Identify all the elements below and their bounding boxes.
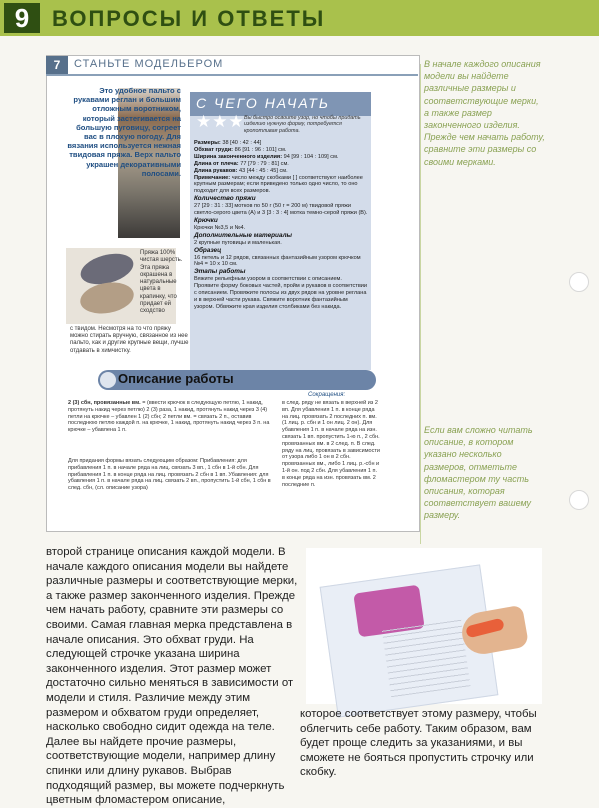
difficulty-stars-icon: ★★★ xyxy=(196,112,245,131)
description-bullet-icon xyxy=(100,372,116,388)
body-text-right: которое соответствует этому размеру, чтобы облегчить себе работу. Таким образом, вам будет проще следить за указаниями, и вы сможете не бояться пропустить строчку или скобку. xyxy=(300,708,537,779)
note-value: число между скобками [ ] соответствуют наиболее крупным размерам; если приведено только одно число, то оно подходит для всех размеров. xyxy=(194,174,363,195)
length-value: 77 [79 : 79 : 81] см. xyxy=(240,160,289,167)
section-title: СТАНЬТЕ МОДЕЛЬЕРОМ xyxy=(74,58,224,70)
bust-label: Обхват груди: xyxy=(194,146,234,153)
note-label: Примечание: xyxy=(194,174,231,181)
hooks-heading: Крючки xyxy=(194,216,218,224)
sidebar-note-sizes: В начале каждого описания модели вы найдете различные размеры и соответствующие мерки, а также размер законченного изделия. Прежде чем начать работу, сравните эти размеры со своими мерками. xyxy=(424,59,545,167)
sidebar-note-marker: Если вам сложно читать описание, в котором указано несколько размеров, отметьте фломастером ту часть описания, которая соответствует вашему размеру. xyxy=(424,425,533,521)
sizes-value: 38 [40 : 42 : 44] xyxy=(222,140,262,146)
width-label: Ширина законченного изделия: xyxy=(194,153,283,160)
binder-hole-icon xyxy=(569,490,589,510)
abbreviations-lead: 2 (3) сбн, провязанные вм. xyxy=(68,400,141,406)
length-label: Длина от плеча: xyxy=(194,160,239,167)
yarn-caption: Пряжа 100% чистая шерсть. Эта пряжа окрашена в натуральные цвета в крапинку, что придает ей сходство xyxy=(140,250,183,315)
page-title: ВОПРОСЫ И ОТВЕТЫ xyxy=(52,6,326,31)
gauge-heading: Образец xyxy=(194,246,222,254)
page-number: 9 xyxy=(4,3,40,33)
binder-hole-icon xyxy=(569,272,589,292)
steps: Вяжите рельефным узором в соответствии с описанием. Проявите форму боковых частей, пройм и рукавов в соответствии с описанием. Провяжите полосы из двух рядов на уровне реглана и в верхней части рукава. Свяжите воротник фантазийным узором. Обвяжите края изделия столбиками без накида. xyxy=(194,276,368,310)
abbreviations-title: Сокращения: xyxy=(308,392,346,398)
hooks: Крючки №3,5 и №4. xyxy=(194,224,246,231)
shaping-instructions: Для придания формы вязать следующим образом: Прибавления: для прибавления 1 п. в начале ряда на лиц. связать 3 вп., 1 сбн в 1-й сбн. Для прибавления 1 п. в конце ряда на лиц. провязать 2 сбн в 1 вп. Убавления: для убавления 1 п. в начале ряда на лиц. связать 2 вп., пропустить 1-й сбн, 1 сбн в след. сбн, (сл. описание узора) xyxy=(68,458,271,492)
extra: 2 крупные пуговицы и маленькая. xyxy=(194,239,282,246)
sidebar-divider xyxy=(420,64,421,544)
pattern-text-lines xyxy=(382,617,471,697)
sizes-label: Размеры: xyxy=(194,140,221,146)
width-value: 94 [99 : 104 : 109] см. xyxy=(283,153,339,160)
body-text-left: второй странице описания каждой модели. В начале каждого описания модели вы найдете различные размеры и соответствующие мерки, а также размер законченного изделия. Прежде чем начать работу, сравните эти размеры со своими. Самая главная мерка представлена в начале описания. Это обхват груди. На следующей строчке указана ширина законченного изделия. Этот размер может достаточно сильно меняться в зависимости от модели и стиля. Различие между этим размером и обхватом груди определяет, насколько свободно сидит одежда на теле. Далее вы найдете прочие размеры, соответствующие модели, например длину спинки или длину рукавов. Выбрав подходящий размер, вы можете подчеркнуть цветным фломастером описание, xyxy=(46,546,298,807)
bust-value: 86 [91 : 96 : 101] см. xyxy=(234,146,287,153)
steps-heading: Этапы работы xyxy=(194,268,246,276)
abbreviations-body: = (ввести крючок в следующую петлю, 1 накид, протянуть накид через петлю) 2 (3) раза, 1 накид, протянуть накид через 3 (4) петли на крючке – убавлен 1 (2) сбн; 2 петли вм. = связать 2 п., оставив последнюю петлю каждой п. на крючке, 1 накид, протянуть накид через 3 п. на крючке – убавлена 1 п. xyxy=(68,400,270,434)
yarn-description: с твидом. Несмотря на то что пряжу можно стирать вручную, связанное из нее пальто, как и другие крупные вещи, лучше отдавать в химчистку. xyxy=(70,326,189,354)
extra-heading: Дополнительные материалы xyxy=(194,231,293,239)
sleeve-label: Длина рукавов: xyxy=(194,167,238,174)
yarn-qty: 27 [29 : 31 : 33] мотков по 50 г (50 г = 200 м) твидовой пряжи светло-серого цвета (A) и 3 [3 : 3 : 4] мотка темно-серой пряжи (B). xyxy=(194,203,368,217)
gauge: 16 петель и 12 рядов, связанных фантазийным узором крючком №4 = 10 х 10 см. xyxy=(194,254,361,268)
section-number: 7 xyxy=(46,56,68,74)
yarn-qty-heading: Количество пряжи xyxy=(194,195,256,203)
intro-text: Это удобное пальто с рукавами реглан и большим отложным воротником, который застегивается на большую пуговицу, согреет вас в плохую погоду. Для вязания используется нежная твидовая пряжа. Верх пальто украшен декоративными полосами. xyxy=(67,86,181,178)
sleeve-value: 43 [44 : 45 : 45] см. xyxy=(239,167,288,174)
description-title: Описание работы xyxy=(118,371,234,386)
decrease-instructions: в след. ряду не вязать в верхней из 2 вп. Для убавления 1 п. в конце ряда на лиц. провязать 2 последних п. вм. (1 лиц. р. сбн и 1 он лиц. 2 он). Для убавления 1 п. в начале ряда на изн. связать 1 вп. пропустить 1-ю п., 2 сбн. провязанных вм. в 2 след. п. В след. ряду на лиц. провязать в зависимости от узора либо 1 он в 2 сбн. провязанных вм., либо 1 лиц. р.-сбн и 1-й он. под 2 сбн. Для убавления 1 п. в конце ряда на изн. провязать вм. 2 последние п. xyxy=(282,400,380,488)
abbreviations-text xyxy=(68,400,278,434)
start-title: С ЧЕГО НАЧАТЬ xyxy=(196,95,330,111)
spec-list xyxy=(194,140,368,311)
difficulty-note: Вы быстро освоите узор, но чтобы придать изделию нужную форму, потребуется кропотливая работа. xyxy=(244,115,361,134)
